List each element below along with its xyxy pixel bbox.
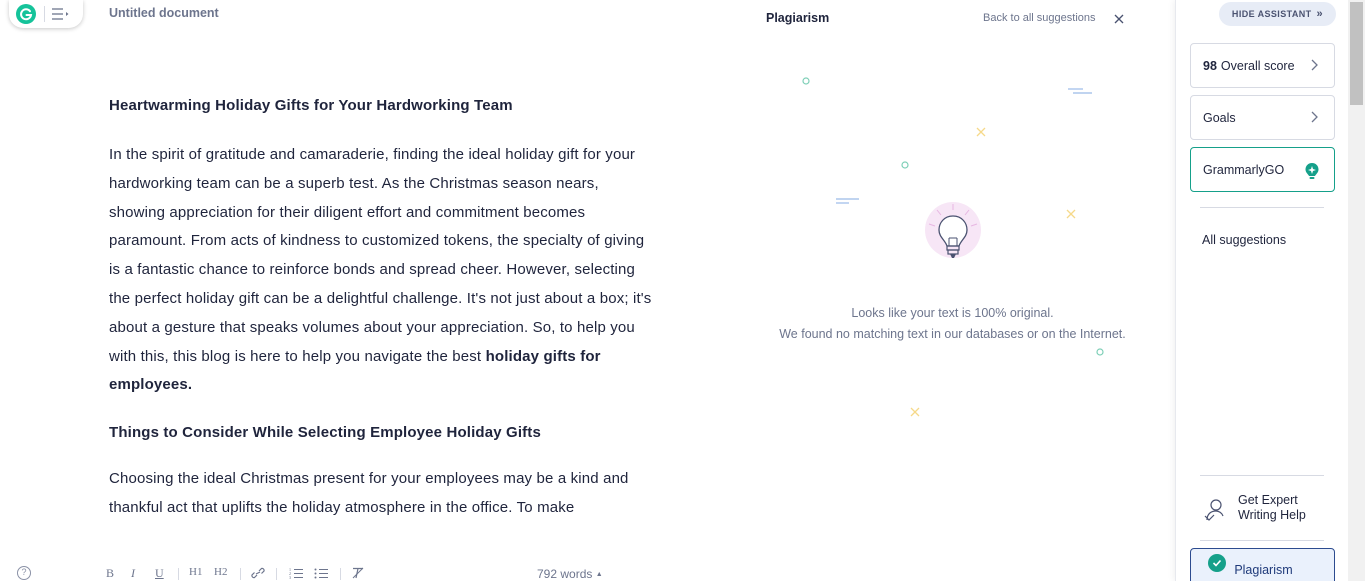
svg-text:2: 2 bbox=[289, 571, 291, 576]
panel-title: Plagiarism bbox=[766, 11, 830, 25]
overall-score-label: Overall score bbox=[1220, 58, 1295, 73]
bold-button[interactable]: B bbox=[106, 566, 115, 580]
underline-button[interactable]: U bbox=[155, 566, 164, 580]
menu-icon[interactable] bbox=[51, 7, 71, 21]
formatting-toolbar bbox=[0, 564, 745, 581]
overall-score-card[interactable] bbox=[1190, 43, 1335, 88]
expert-line-1: Get Expert bbox=[1238, 493, 1298, 507]
expert-writing-help-button[interactable] bbox=[1200, 492, 1340, 528]
all-suggestions-link[interactable]: All suggestions bbox=[1202, 233, 1287, 247]
heading-1-button[interactable]: H1 bbox=[189, 566, 203, 578]
decoration-sparkle-icon bbox=[975, 126, 987, 138]
decoration-circle-icon bbox=[801, 76, 811, 86]
clear-formatting-icon[interactable] bbox=[351, 567, 365, 579]
sidebar-divider bbox=[1200, 540, 1324, 541]
chevron-right-icon bbox=[1306, 109, 1322, 125]
grammarly-logo-icon[interactable] bbox=[16, 4, 36, 24]
back-to-suggestions-link[interactable]: Back to all suggestions bbox=[983, 12, 1096, 24]
expert-line-2: Writing Help bbox=[1238, 508, 1306, 522]
message-line-1: Looks like your text is 100% original. bbox=[851, 306, 1054, 320]
italic-button[interactable]: I bbox=[131, 566, 135, 580]
expert-person-icon bbox=[1204, 498, 1226, 522]
help-icon[interactable]: ? bbox=[17, 566, 31, 580]
expert-help-label bbox=[1238, 493, 1306, 523]
decoration-sparkle-icon bbox=[1065, 208, 1077, 220]
word-count-text: 792 words bbox=[537, 567, 593, 581]
heading-2-button[interactable]: H2 bbox=[214, 566, 228, 578]
word-count[interactable] bbox=[537, 567, 603, 581]
lightbulb-icon bbox=[923, 200, 983, 270]
sidebar-divider bbox=[1200, 475, 1324, 476]
chevron-right-icon bbox=[1306, 57, 1322, 73]
link-icon[interactable] bbox=[251, 567, 265, 579]
toolbar-divider bbox=[340, 568, 341, 580]
decoration-sparkle-icon bbox=[909, 406, 921, 418]
plagiarism-card[interactable] bbox=[1190, 548, 1335, 581]
plagiarism-panel bbox=[745, 0, 1175, 581]
assistant-sidebar bbox=[1175, 0, 1348, 581]
numbered-list-icon[interactable] bbox=[289, 567, 303, 579]
toolbar-divider bbox=[276, 568, 277, 580]
heading-1[interactable]: Heartwarming Holiday Gifts for Your Hardworking Team bbox=[109, 97, 513, 114]
plagiarism-card-label: Plagiarism bbox=[1234, 563, 1293, 577]
double-chevron-right-icon: » bbox=[1316, 8, 1324, 20]
paragraph-1-bold[interactable]: holiday gifts for employees. bbox=[109, 347, 601, 394]
message-line-2: We found no matching text in our databases or on the Internet. bbox=[779, 327, 1126, 341]
grammarlygo-bulb-icon bbox=[1304, 162, 1320, 180]
close-icon[interactable] bbox=[1112, 12, 1126, 26]
overall-score-value: 98 bbox=[1203, 58, 1217, 73]
no-plagiarism-message bbox=[745, 303, 1160, 345]
decoration-dash-icon bbox=[1067, 86, 1093, 96]
hide-assistant-button[interactable] bbox=[1219, 2, 1336, 26]
decoration-circle-icon bbox=[900, 160, 910, 170]
scrollbar-thumb[interactable] bbox=[1350, 2, 1363, 105]
toolbar-divider bbox=[240, 568, 241, 580]
grammarly-widget[interactable] bbox=[9, 0, 83, 28]
heading-2[interactable]: Things to Consider While Selecting Employee Holiday Gifts bbox=[109, 424, 541, 442]
hide-assistant-label: HIDE ASSISTANT bbox=[1231, 9, 1312, 19]
caret-up-icon: ▲ bbox=[595, 571, 603, 578]
decoration-dash-icon bbox=[835, 196, 861, 206]
paragraph-1[interactable] bbox=[109, 141, 654, 400]
decoration-circle-icon bbox=[1095, 347, 1105, 357]
goals-label: Goals bbox=[1203, 110, 1236, 125]
goals-card[interactable] bbox=[1190, 95, 1335, 140]
paragraph-2[interactable]: Choosing the ideal Christmas present for your employees may be a kind and thankful act that uplifts the holiday atmosphere in the office. To make bbox=[109, 470, 629, 516]
bullet-list-icon[interactable] bbox=[314, 567, 328, 579]
svg-text:3: 3 bbox=[289, 575, 291, 579]
document-title[interactable]: Untitled document bbox=[109, 6, 219, 20]
grammarlygo-label: GrammarlyGO bbox=[1203, 162, 1285, 177]
document-body[interactable] bbox=[109, 95, 654, 523]
page-scrollbar[interactable] bbox=[1348, 0, 1365, 581]
paragraph-1-text[interactable]: In the spirit of gratitude and camaraderie, finding the ideal holiday gift for your hardworking team can be a superb test. As the Christmas season nears, showing appreciation for their diligent effort and commitment becomes paramount. From acts of kindness to customized tokens, the specialty of giving is a fantastic chance to reinforce bonds and spread cheer. However, selecting the perfect holiday gift can be a delightful challenge. It's not just about a box; it's about a gesture that speaks volumes about your appreciation. So, to help you with this, this blog is here to help you navigate the best bbox=[109, 146, 652, 365]
widget-divider bbox=[44, 6, 45, 22]
svg-text:1: 1 bbox=[289, 567, 291, 572]
grammarlygo-card[interactable] bbox=[1190, 147, 1335, 192]
toolbar-divider bbox=[178, 568, 179, 580]
sidebar-divider bbox=[1200, 207, 1324, 208]
